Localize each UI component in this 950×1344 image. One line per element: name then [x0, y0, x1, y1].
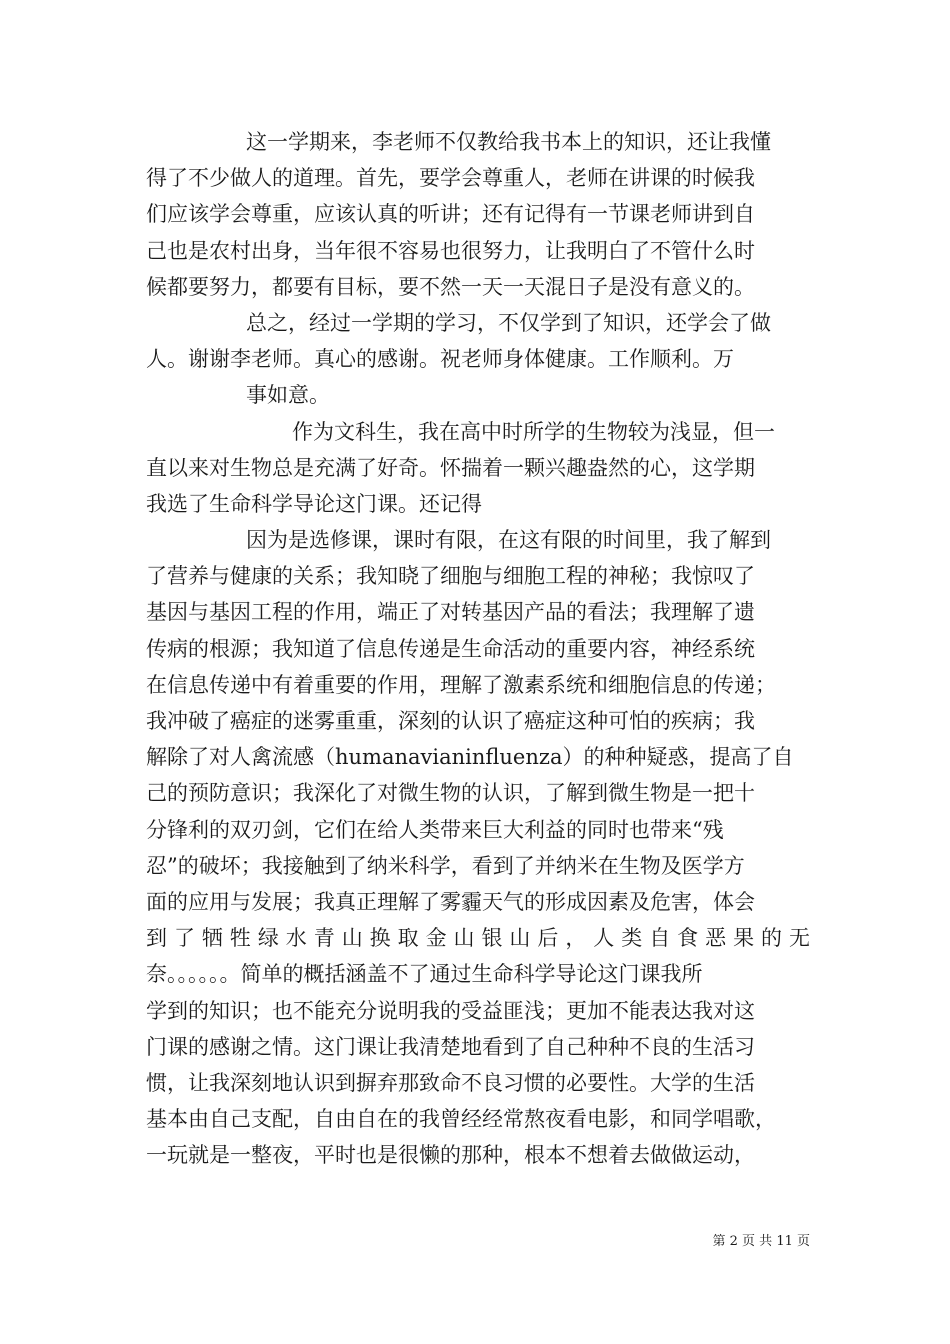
paragraph-line: 直以来对生物总是充满了好奇。怀揣着一颗兴趣盎然的心，这学期: [146, 455, 755, 480]
paragraph-line: 了营养与健康的关系；我知晓了细胞与细胞工程的神秘；我惊叹了: [146, 564, 755, 589]
paragraph-line: 己的预防意识；我深化了对微生物的认识，了解到微生物是一把十: [146, 781, 755, 806]
paragraph-line: 们应该学会尊重，应该认真的听讲；还有记得有一节课老师讲到自: [146, 202, 755, 227]
paragraph-line: 忍”的破坏；我接触到了纳米科学，看到了并纳米在生物及医学方: [146, 853, 745, 878]
paragraph-line: 基因与基因工程的作用，端正了对转基因产品的看法；我理解了遗: [146, 600, 755, 625]
paragraph-line: 门课的感谢之情。这门课让我清楚地看到了自己种种不良的生活习: [146, 1034, 755, 1059]
paragraph-line: 一玩就是一整夜，平时也是很懒的那种，根本不想着去做做运动，: [146, 1143, 755, 1168]
body-text: [146, 124, 810, 1173]
page-number: 第 2 页 共 11 页: [712, 1234, 810, 1249]
paragraph-line: 我选了生命科学导论这门课。还记得: [146, 491, 482, 516]
paragraph-line: 奈。。。。。。简单的概括涵盖不了通过生命科学导论这门课我所: [146, 962, 703, 987]
paragraph-line: 我冲破了癌症的迷雾重重，深刻的认识了癌症这种可怕的疾病；我: [146, 709, 755, 733]
paragraph-line: 因为是选修课，课时有限，在这有限的时间里，我了解到: [246, 528, 771, 553]
paragraph-line: 基本由自己支配，自由自在的我曾经经常熬夜看电影，和同学唱歌，: [146, 1107, 776, 1132]
paragraph-line: 事如意。: [246, 383, 330, 408]
paragraph-line: 在信息传递中有着重要的作用，理解了激素系统和细胞信息的传递；: [146, 672, 776, 697]
paragraph-line: 人。谢谢李老师。真心的感谢。祝老师身体健康。工作顺利。万: [146, 347, 734, 372]
paragraph-line: 这一学期来，李老师不仅教给我书本上的知识，还让我懂: [246, 130, 771, 154]
paragraph-line: 传病的根源；我知道了信息传递是生命活动的重要内容，神经系统: [146, 636, 755, 661]
paragraph-line: 解除了对人禽流感（humanavianinfluenza）的种种疑惑，提高了自: [146, 745, 794, 770]
paragraph-line: 己也是农村出身，当年很不容易也很努力，让我明白了不管什么时: [146, 238, 755, 263]
paragraph-line: 学到的知识；也不能充分说明我的受益匪浅；更加不能表达我对这: [146, 998, 755, 1023]
paragraph-line: 作为文科生，我在高中时所学的生物较为浅显，但一: [292, 419, 775, 444]
paragraph-line: 候都要努力，都要有目标，要不然一天一天混日子是没有意义的。: [146, 274, 755, 299]
paragraph-line: 面的应用与发展；我真正理解了雾霾天气的形成因素及危害，体会: [146, 889, 755, 914]
paragraph-line: 得了不少做人的道理。首先，要学会尊重人，老师在讲课的时候我: [146, 166, 755, 191]
paragraph-line: 总之，经过一学期的学习，不仅学到了知识，还学会了做: [246, 310, 771, 335]
paragraph-line: 惯，让我深刻地认识到摒弃那致命不良习惯的必要性。大学的生活: [146, 1070, 755, 1095]
paragraph-line: 分锋利的双刃剑，它们在给人类带来巨大利益的同时也带来“残: [146, 817, 724, 842]
paragraph-line: 到了牺牲绿水青山换取金山银山后，人类自食恶果的无: [146, 926, 810, 951]
